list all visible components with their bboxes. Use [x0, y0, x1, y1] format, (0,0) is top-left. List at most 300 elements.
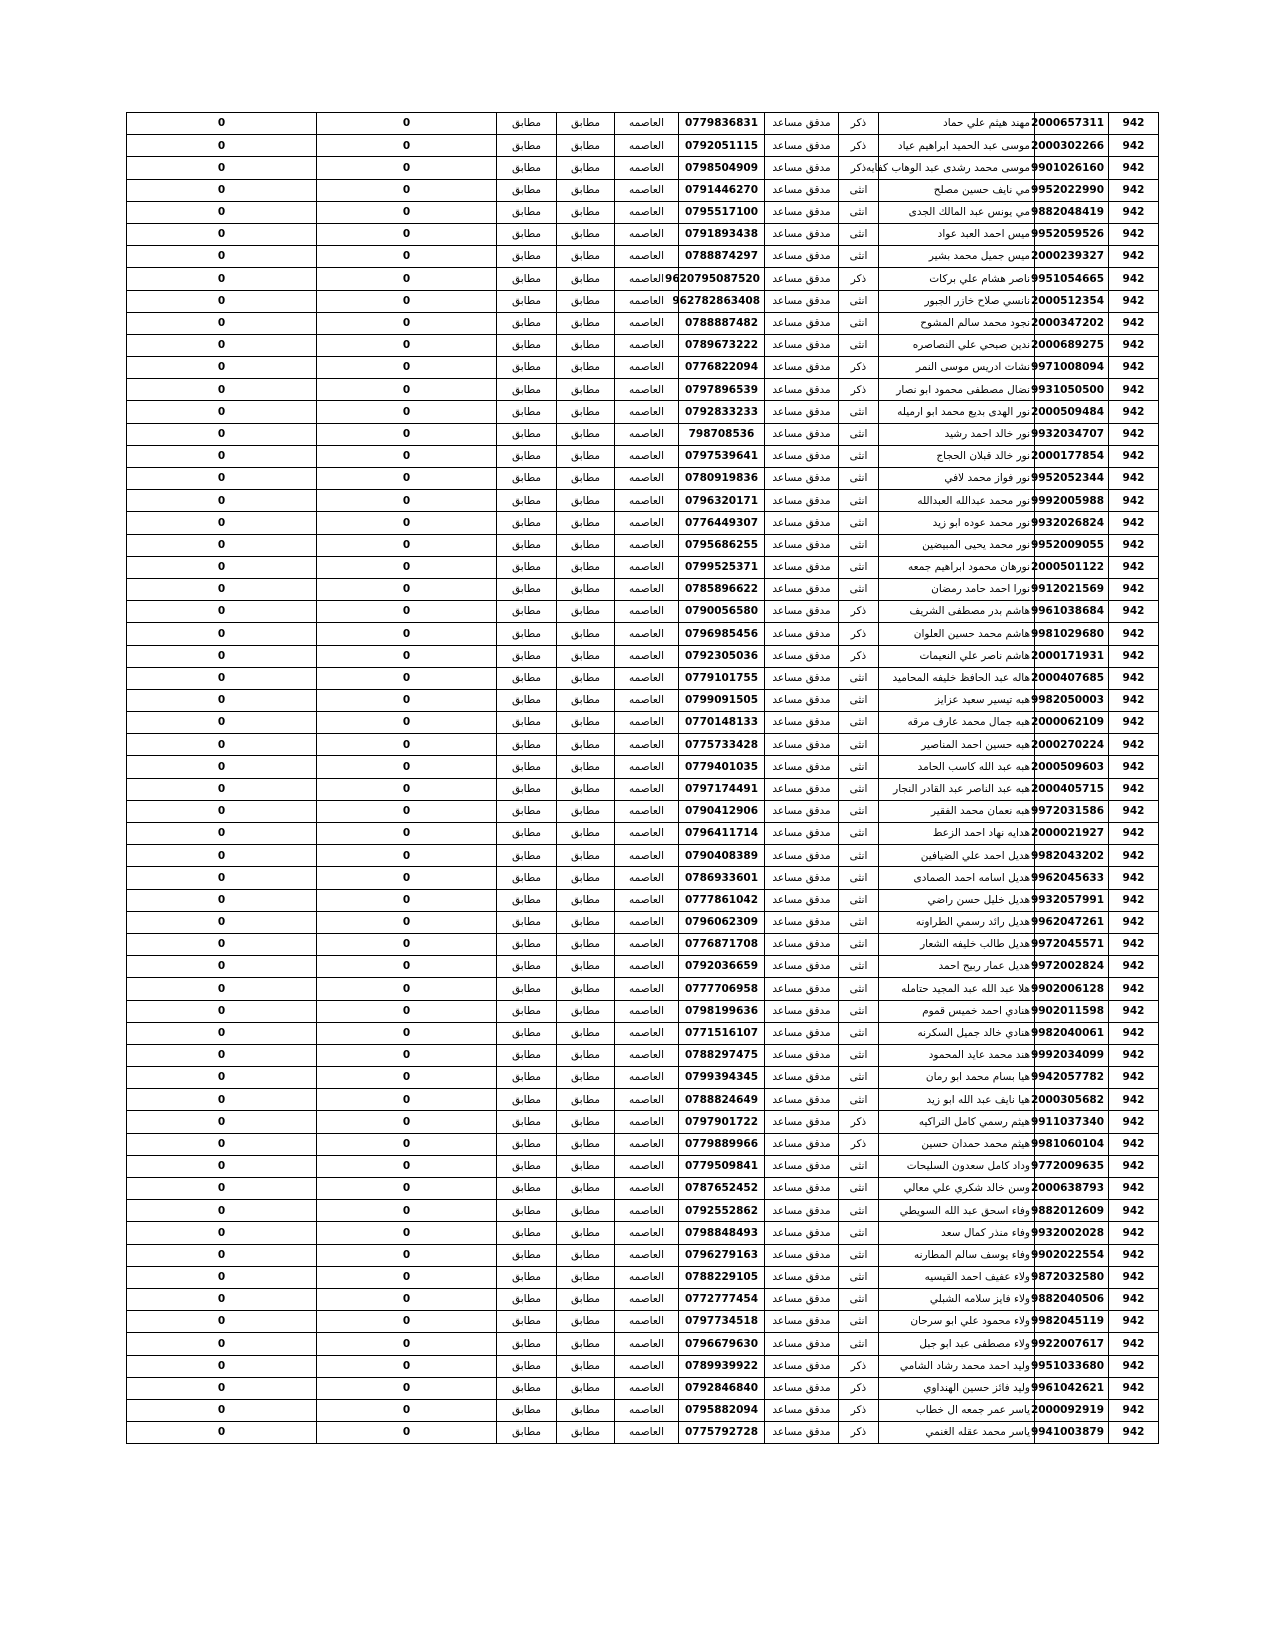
- cell-full-name: ياسر عمر جمعه ال خطاب: [879, 1399, 1035, 1421]
- cell-branch-code: 942: [1109, 800, 1159, 822]
- cell-value-2: 0: [127, 1022, 317, 1044]
- cell-match-1: مطابق: [557, 1422, 615, 1444]
- cell-phone: 0795882094: [679, 1399, 765, 1421]
- cell-phone: 0792833233: [679, 401, 765, 423]
- cell-national-id: 9982043202: [1035, 845, 1109, 867]
- cell-gender: انثى: [839, 1266, 879, 1288]
- cell-city: العاصمه: [615, 1111, 679, 1133]
- cell-value-1: 0: [317, 512, 497, 534]
- cell-national-id: 9932002028: [1035, 1222, 1109, 1244]
- cell-national-id: 9911037340: [1035, 1111, 1109, 1133]
- cell-value-1: 0: [317, 712, 497, 734]
- cell-match-2: مطابق: [497, 978, 557, 1000]
- cell-national-id: 2000092919: [1035, 1399, 1109, 1421]
- cell-phone: 0780919836: [679, 468, 765, 490]
- table-row: [127, 667, 1159, 689]
- cell-value-2: 0: [127, 800, 317, 822]
- cell-match-1: مطابق: [557, 290, 615, 312]
- cell-city: العاصمه: [615, 1311, 679, 1333]
- cell-value-1: 0: [317, 578, 497, 600]
- cell-match-1: مطابق: [557, 357, 615, 379]
- cell-value-1: 0: [317, 1266, 497, 1288]
- cell-job-title: مدقق مساعد: [765, 379, 839, 401]
- cell-value-2: 0: [127, 113, 317, 135]
- cell-full-name: هديل طالب خليفه الشعار: [879, 933, 1035, 955]
- cell-gender: انثى: [839, 712, 879, 734]
- cell-phone: 0790408389: [679, 845, 765, 867]
- cell-phone: 0797734518: [679, 1311, 765, 1333]
- cell-gender: انثى: [839, 556, 879, 578]
- cell-job-title: مدقق مساعد: [765, 1399, 839, 1421]
- cell-match-1: مطابق: [557, 756, 615, 778]
- cell-value-1: 0: [317, 1355, 497, 1377]
- cell-value-2: 0: [127, 845, 317, 867]
- cell-value-2: 0: [127, 1244, 317, 1266]
- cell-phone: 0792305036: [679, 645, 765, 667]
- cell-match-2: مطابق: [497, 268, 557, 290]
- cell-job-title: مدقق مساعد: [765, 1244, 839, 1266]
- cell-full-name: هبه تيسير سعيد عزايز: [879, 689, 1035, 711]
- cell-full-name: نور خالد قبلان الحجاج: [879, 445, 1035, 467]
- cell-match-1: مطابق: [557, 423, 615, 445]
- cell-value-1: 0: [317, 956, 497, 978]
- cell-gender: انثى: [839, 1089, 879, 1111]
- cell-city: العاصمه: [615, 867, 679, 889]
- cell-national-id: 9962045633: [1035, 867, 1109, 889]
- cell-job-title: مدقق مساعد: [765, 512, 839, 534]
- cell-phone: 0796320171: [679, 490, 765, 512]
- cell-national-id: 2000657311: [1035, 113, 1109, 135]
- cell-branch-code: 942: [1109, 911, 1159, 933]
- cell-city: العاصمه: [615, 556, 679, 578]
- cell-gender: انثى: [839, 246, 879, 268]
- cell-phone: 0776449307: [679, 512, 765, 534]
- cell-job-title: مدقق مساعد: [765, 1355, 839, 1377]
- cell-full-name: هديل احمد علي الضيافين: [879, 845, 1035, 867]
- cell-national-id: 9941003879: [1035, 1422, 1109, 1444]
- cell-branch-code: 942: [1109, 978, 1159, 1000]
- cell-job-title: مدقق مساعد: [765, 1133, 839, 1155]
- cell-phone: 0788824649: [679, 1089, 765, 1111]
- cell-national-id: 9932026824: [1035, 512, 1109, 534]
- cell-city: العاصمه: [615, 1288, 679, 1310]
- cell-phone: 0796679630: [679, 1333, 765, 1355]
- cell-phone: 0772777454: [679, 1288, 765, 1310]
- cell-match-2: مطابق: [497, 667, 557, 689]
- cell-job-title: مدقق مساعد: [765, 1044, 839, 1066]
- cell-national-id: 9932057991: [1035, 889, 1109, 911]
- cell-value-1: 0: [317, 1244, 497, 1266]
- cell-value-1: 0: [317, 223, 497, 245]
- cell-value-2: 0: [127, 1311, 317, 1333]
- cell-match-1: مطابق: [557, 401, 615, 423]
- cell-value-1: 0: [317, 357, 497, 379]
- cell-phone: 0786933601: [679, 867, 765, 889]
- table-row: [127, 645, 1159, 667]
- cell-value-1: 0: [317, 179, 497, 201]
- cell-branch-code: 942: [1109, 623, 1159, 645]
- cell-full-name: وفاء اسحق عبد الله السويطي: [879, 1200, 1035, 1222]
- cell-value-2: 0: [127, 889, 317, 911]
- cell-phone: 0777861042: [679, 889, 765, 911]
- cell-branch-code: 942: [1109, 1022, 1159, 1044]
- cell-match-1: مطابق: [557, 978, 615, 1000]
- cell-match-1: مطابق: [557, 911, 615, 933]
- cell-gender: ذكر: [839, 1355, 879, 1377]
- cell-job-title: مدقق مساعد: [765, 1377, 839, 1399]
- cell-value-2: 0: [127, 157, 317, 179]
- cell-branch-code: 942: [1109, 1000, 1159, 1022]
- cell-full-name: موسى عبد الحميد ابراهيم عياد: [879, 135, 1035, 157]
- cell-value-1: 0: [317, 1377, 497, 1399]
- cell-match-1: مطابق: [557, 933, 615, 955]
- cell-value-2: 0: [127, 1000, 317, 1022]
- cell-full-name: ولاء فايز سلامه الشبلي: [879, 1288, 1035, 1310]
- cell-full-name: وداد كامل سعدون السليحات: [879, 1155, 1035, 1177]
- cell-branch-code: 942: [1109, 534, 1159, 556]
- cell-national-id: 2000405715: [1035, 778, 1109, 800]
- cell-value-2: 0: [127, 1133, 317, 1155]
- cell-gender: انثى: [839, 290, 879, 312]
- cell-value-1: 0: [317, 113, 497, 135]
- cell-match-1: مطابق: [557, 578, 615, 600]
- cell-match-1: مطابق: [557, 1355, 615, 1377]
- records-table: [126, 112, 1159, 1444]
- table-row: [127, 512, 1159, 534]
- cell-value-2: 0: [127, 1089, 317, 1111]
- cell-national-id: 2000302266: [1035, 135, 1109, 157]
- cell-match-2: مطابق: [497, 956, 557, 978]
- table-row: [127, 334, 1159, 356]
- cell-gender: انثى: [839, 800, 879, 822]
- cell-city: العاصمه: [615, 357, 679, 379]
- cell-value-1: 0: [317, 1422, 497, 1444]
- cell-gender: انثى: [839, 1222, 879, 1244]
- cell-city: العاصمه: [615, 135, 679, 157]
- cell-match-2: مطابق: [497, 1000, 557, 1022]
- cell-city: العاصمه: [615, 1178, 679, 1200]
- cell-match-2: مطابق: [497, 712, 557, 734]
- cell-national-id: 2000509603: [1035, 756, 1109, 778]
- cell-match-1: مطابق: [557, 1311, 615, 1333]
- cell-gender: ذكر: [839, 1377, 879, 1399]
- cell-national-id: 9942057782: [1035, 1067, 1109, 1089]
- cell-city: العاصمه: [615, 933, 679, 955]
- cell-match-2: مطابق: [497, 1244, 557, 1266]
- cell-gender: ذكر: [839, 1399, 879, 1421]
- cell-full-name: هيا نايف عبد الله ابو زيد: [879, 1089, 1035, 1111]
- cell-city: العاصمه: [615, 468, 679, 490]
- cell-match-1: مطابق: [557, 1377, 615, 1399]
- table-row: [127, 534, 1159, 556]
- cell-national-id: 2000239327: [1035, 246, 1109, 268]
- cell-job-title: مدقق مساعد: [765, 1178, 839, 1200]
- cell-match-1: مطابق: [557, 113, 615, 135]
- cell-gender: ذكر: [839, 645, 879, 667]
- cell-gender: ذكر: [839, 379, 879, 401]
- cell-gender: انثى: [839, 911, 879, 933]
- cell-phone: 0799091505: [679, 689, 765, 711]
- cell-phone: 0792036659: [679, 956, 765, 978]
- cell-city: العاصمه: [615, 756, 679, 778]
- cell-value-1: 0: [317, 423, 497, 445]
- table-row: [127, 867, 1159, 889]
- cell-national-id: 9982050003: [1035, 689, 1109, 711]
- cell-value-2: 0: [127, 1044, 317, 1066]
- cell-national-id: 2000270224: [1035, 734, 1109, 756]
- cell-gender: انثى: [839, 889, 879, 911]
- table-row: [127, 1377, 1159, 1399]
- cell-city: العاصمه: [615, 889, 679, 911]
- cell-match-2: مطابق: [497, 778, 557, 800]
- cell-branch-code: 942: [1109, 867, 1159, 889]
- cell-match-1: مطابق: [557, 734, 615, 756]
- cell-city: العاصمه: [615, 1355, 679, 1377]
- cell-job-title: مدقق مساعد: [765, 312, 839, 334]
- cell-branch-code: 942: [1109, 512, 1159, 534]
- cell-city: العاصمه: [615, 645, 679, 667]
- cell-national-id: 9992005988: [1035, 490, 1109, 512]
- cell-value-1: 0: [317, 1178, 497, 1200]
- cell-match-1: مطابق: [557, 1089, 615, 1111]
- cell-branch-code: 942: [1109, 468, 1159, 490]
- cell-match-1: مطابق: [557, 1222, 615, 1244]
- cell-value-1: 0: [317, 1311, 497, 1333]
- cell-match-2: مطابق: [497, 1089, 557, 1111]
- cell-branch-code: 942: [1109, 1399, 1159, 1421]
- cell-national-id: 2000407685: [1035, 667, 1109, 689]
- cell-branch-code: 942: [1109, 956, 1159, 978]
- cell-city: العاصمه: [615, 490, 679, 512]
- cell-job-title: مدقق مساعد: [765, 445, 839, 467]
- cell-gender: انثى: [839, 201, 879, 223]
- cell-gender: ذكر: [839, 623, 879, 645]
- cell-match-2: مطابق: [497, 889, 557, 911]
- cell-value-2: 0: [127, 1111, 317, 1133]
- cell-job-title: مدقق مساعد: [765, 1311, 839, 1333]
- table-row: [127, 1311, 1159, 1333]
- cell-phone: 0792051115: [679, 135, 765, 157]
- cell-national-id: 2000347202: [1035, 312, 1109, 334]
- cell-match-2: مطابق: [497, 223, 557, 245]
- table-row: [127, 933, 1159, 955]
- cell-phone: 0798848493: [679, 1222, 765, 1244]
- cell-value-2: 0: [127, 401, 317, 423]
- cell-branch-code: 942: [1109, 689, 1159, 711]
- cell-job-title: مدقق مساعد: [765, 1111, 839, 1133]
- table-row: [127, 1089, 1159, 1111]
- cell-value-2: 0: [127, 445, 317, 467]
- cell-gender: انثى: [839, 667, 879, 689]
- cell-match-2: مطابق: [497, 1422, 557, 1444]
- cell-full-name: نورهان محمود ابراهيم جمعه: [879, 556, 1035, 578]
- cell-gender: انثى: [839, 1244, 879, 1266]
- cell-national-id: 2000305682: [1035, 1089, 1109, 1111]
- cell-city: العاصمه: [615, 712, 679, 734]
- cell-value-2: 0: [127, 1377, 317, 1399]
- table-row: [127, 1422, 1159, 1444]
- table-body: [127, 113, 1159, 1444]
- cell-national-id: 9972002824: [1035, 956, 1109, 978]
- cell-match-1: مطابق: [557, 667, 615, 689]
- cell-job-title: مدقق مساعد: [765, 867, 839, 889]
- table-row: [127, 1244, 1159, 1266]
- cell-match-2: مطابق: [497, 911, 557, 933]
- table-row: [127, 290, 1159, 312]
- cell-value-1: 0: [317, 756, 497, 778]
- cell-gender: انثى: [839, 1000, 879, 1022]
- cell-value-1: 0: [317, 246, 497, 268]
- cell-job-title: مدقق مساعد: [765, 201, 839, 223]
- cell-match-2: مطابق: [497, 601, 557, 623]
- cell-branch-code: 942: [1109, 246, 1159, 268]
- cell-job-title: مدقق مساعد: [765, 667, 839, 689]
- cell-phone: 0779509841: [679, 1155, 765, 1177]
- cell-match-2: مطابق: [497, 490, 557, 512]
- cell-phone: 0788229105: [679, 1266, 765, 1288]
- cell-city: العاصمه: [615, 601, 679, 623]
- cell-gender: انثى: [839, 845, 879, 867]
- cell-match-2: مطابق: [497, 1133, 557, 1155]
- cell-job-title: مدقق مساعد: [765, 933, 839, 955]
- cell-national-id: 9902006128: [1035, 978, 1109, 1000]
- cell-national-id: 9952022990: [1035, 179, 1109, 201]
- cell-match-1: مطابق: [557, 556, 615, 578]
- cell-full-name: هديل رائد رسمي الطراونه: [879, 911, 1035, 933]
- table-row: [127, 778, 1159, 800]
- cell-gender: انثى: [839, 401, 879, 423]
- cell-match-2: مطابق: [497, 1044, 557, 1066]
- cell-value-2: 0: [127, 623, 317, 645]
- cell-national-id: 2000509484: [1035, 401, 1109, 423]
- cell-full-name: نجود محمد سالم المشوح: [879, 312, 1035, 334]
- cell-phone: 0790056580: [679, 601, 765, 623]
- cell-gender: انثى: [839, 312, 879, 334]
- cell-branch-code: 942: [1109, 179, 1159, 201]
- cell-value-2: 0: [127, 334, 317, 356]
- cell-full-name: وفاء يوسف سالم المطارنه: [879, 1244, 1035, 1266]
- cell-phone: 0795517100: [679, 201, 765, 223]
- cell-value-2: 0: [127, 1067, 317, 1089]
- cell-value-1: 0: [317, 468, 497, 490]
- cell-value-2: 0: [127, 1155, 317, 1177]
- cell-match-1: مطابق: [557, 712, 615, 734]
- cell-city: العاصمه: [615, 1422, 679, 1444]
- cell-value-2: 0: [127, 135, 317, 157]
- cell-gender: ذكر: [839, 601, 879, 623]
- cell-job-title: مدقق مساعد: [765, 423, 839, 445]
- cell-match-1: مطابق: [557, 845, 615, 867]
- cell-match-2: مطابق: [497, 578, 557, 600]
- cell-full-name: ميس احمد العبد عواد: [879, 223, 1035, 245]
- cell-value-1: 0: [317, 135, 497, 157]
- cell-branch-code: 942: [1109, 889, 1159, 911]
- cell-city: العاصمه: [615, 1022, 679, 1044]
- cell-match-2: مطابق: [497, 379, 557, 401]
- cell-match-1: مطابق: [557, 223, 615, 245]
- cell-job-title: مدقق مساعد: [765, 1422, 839, 1444]
- cell-city: العاصمه: [615, 1200, 679, 1222]
- cell-value-1: 0: [317, 379, 497, 401]
- table-row: [127, 1022, 1159, 1044]
- cell-value-2: 0: [127, 512, 317, 534]
- cell-value-2: 0: [127, 556, 317, 578]
- cell-branch-code: 942: [1109, 223, 1159, 245]
- cell-city: العاصمه: [615, 1133, 679, 1155]
- cell-value-2: 0: [127, 268, 317, 290]
- cell-city: العاصمه: [615, 512, 679, 534]
- cell-city: العاصمه: [615, 667, 679, 689]
- table-row: [127, 911, 1159, 933]
- cell-national-id: 9931050500: [1035, 379, 1109, 401]
- cell-phone: 0791893438: [679, 223, 765, 245]
- table-row: [127, 734, 1159, 756]
- table-row: [127, 1355, 1159, 1377]
- cell-match-1: مطابق: [557, 1266, 615, 1288]
- cell-match-2: مطابق: [497, 556, 557, 578]
- table-row: [127, 1067, 1159, 1089]
- cell-match-2: مطابق: [497, 1178, 557, 1200]
- cell-phone: 0795686255: [679, 534, 765, 556]
- cell-match-1: مطابق: [557, 889, 615, 911]
- cell-phone: 0785896622: [679, 578, 765, 600]
- cell-phone: 0789673222: [679, 334, 765, 356]
- cell-national-id: 9962047261: [1035, 911, 1109, 933]
- cell-match-2: مطابق: [497, 1355, 557, 1377]
- cell-match-1: مطابق: [557, 512, 615, 534]
- cell-value-1: 0: [317, 911, 497, 933]
- cell-full-name: ندين صبحي علي النصاصره: [879, 334, 1035, 356]
- cell-branch-code: 942: [1109, 1155, 1159, 1177]
- cell-match-1: مطابق: [557, 645, 615, 667]
- cell-value-1: 0: [317, 1222, 497, 1244]
- cell-full-name: ولاء محمود علي ابو سرحان: [879, 1311, 1035, 1333]
- cell-national-id: 2000501122: [1035, 556, 1109, 578]
- cell-gender: انثى: [839, 956, 879, 978]
- cell-gender: انثى: [839, 1044, 879, 1066]
- cell-value-2: 0: [127, 823, 317, 845]
- cell-match-1: مطابق: [557, 1288, 615, 1310]
- cell-match-2: مطابق: [497, 1111, 557, 1133]
- cell-gender: ذكر: [839, 113, 879, 135]
- cell-match-2: مطابق: [497, 933, 557, 955]
- cell-value-1: 0: [317, 290, 497, 312]
- cell-national-id: 9882040506: [1035, 1288, 1109, 1310]
- cell-match-1: مطابق: [557, 1399, 615, 1421]
- cell-value-1: 0: [317, 1022, 497, 1044]
- cell-job-title: مدقق مساعد: [765, 800, 839, 822]
- cell-job-title: مدقق مساعد: [765, 1266, 839, 1288]
- cell-phone: 0796062309: [679, 911, 765, 933]
- cell-branch-code: 942: [1109, 268, 1159, 290]
- cell-phone: 0799525371: [679, 556, 765, 578]
- cell-city: العاصمه: [615, 689, 679, 711]
- cell-value-2: 0: [127, 734, 317, 756]
- cell-gender: انثى: [839, 778, 879, 800]
- cell-city: العاصمه: [615, 423, 679, 445]
- cell-full-name: هبه جمال محمد عارف مرقه: [879, 712, 1035, 734]
- cell-city: العاصمه: [615, 268, 679, 290]
- cell-national-id: 9961042621: [1035, 1377, 1109, 1399]
- cell-job-title: مدقق مساعد: [765, 1333, 839, 1355]
- cell-job-title: مدقق مساعد: [765, 1067, 839, 1089]
- cell-phone: 0788297475: [679, 1044, 765, 1066]
- cell-gender: انثى: [839, 689, 879, 711]
- cell-value-2: 0: [127, 490, 317, 512]
- cell-match-2: مطابق: [497, 1155, 557, 1177]
- cell-job-title: مدقق مساعد: [765, 889, 839, 911]
- cell-match-1: مطابق: [557, 1178, 615, 1200]
